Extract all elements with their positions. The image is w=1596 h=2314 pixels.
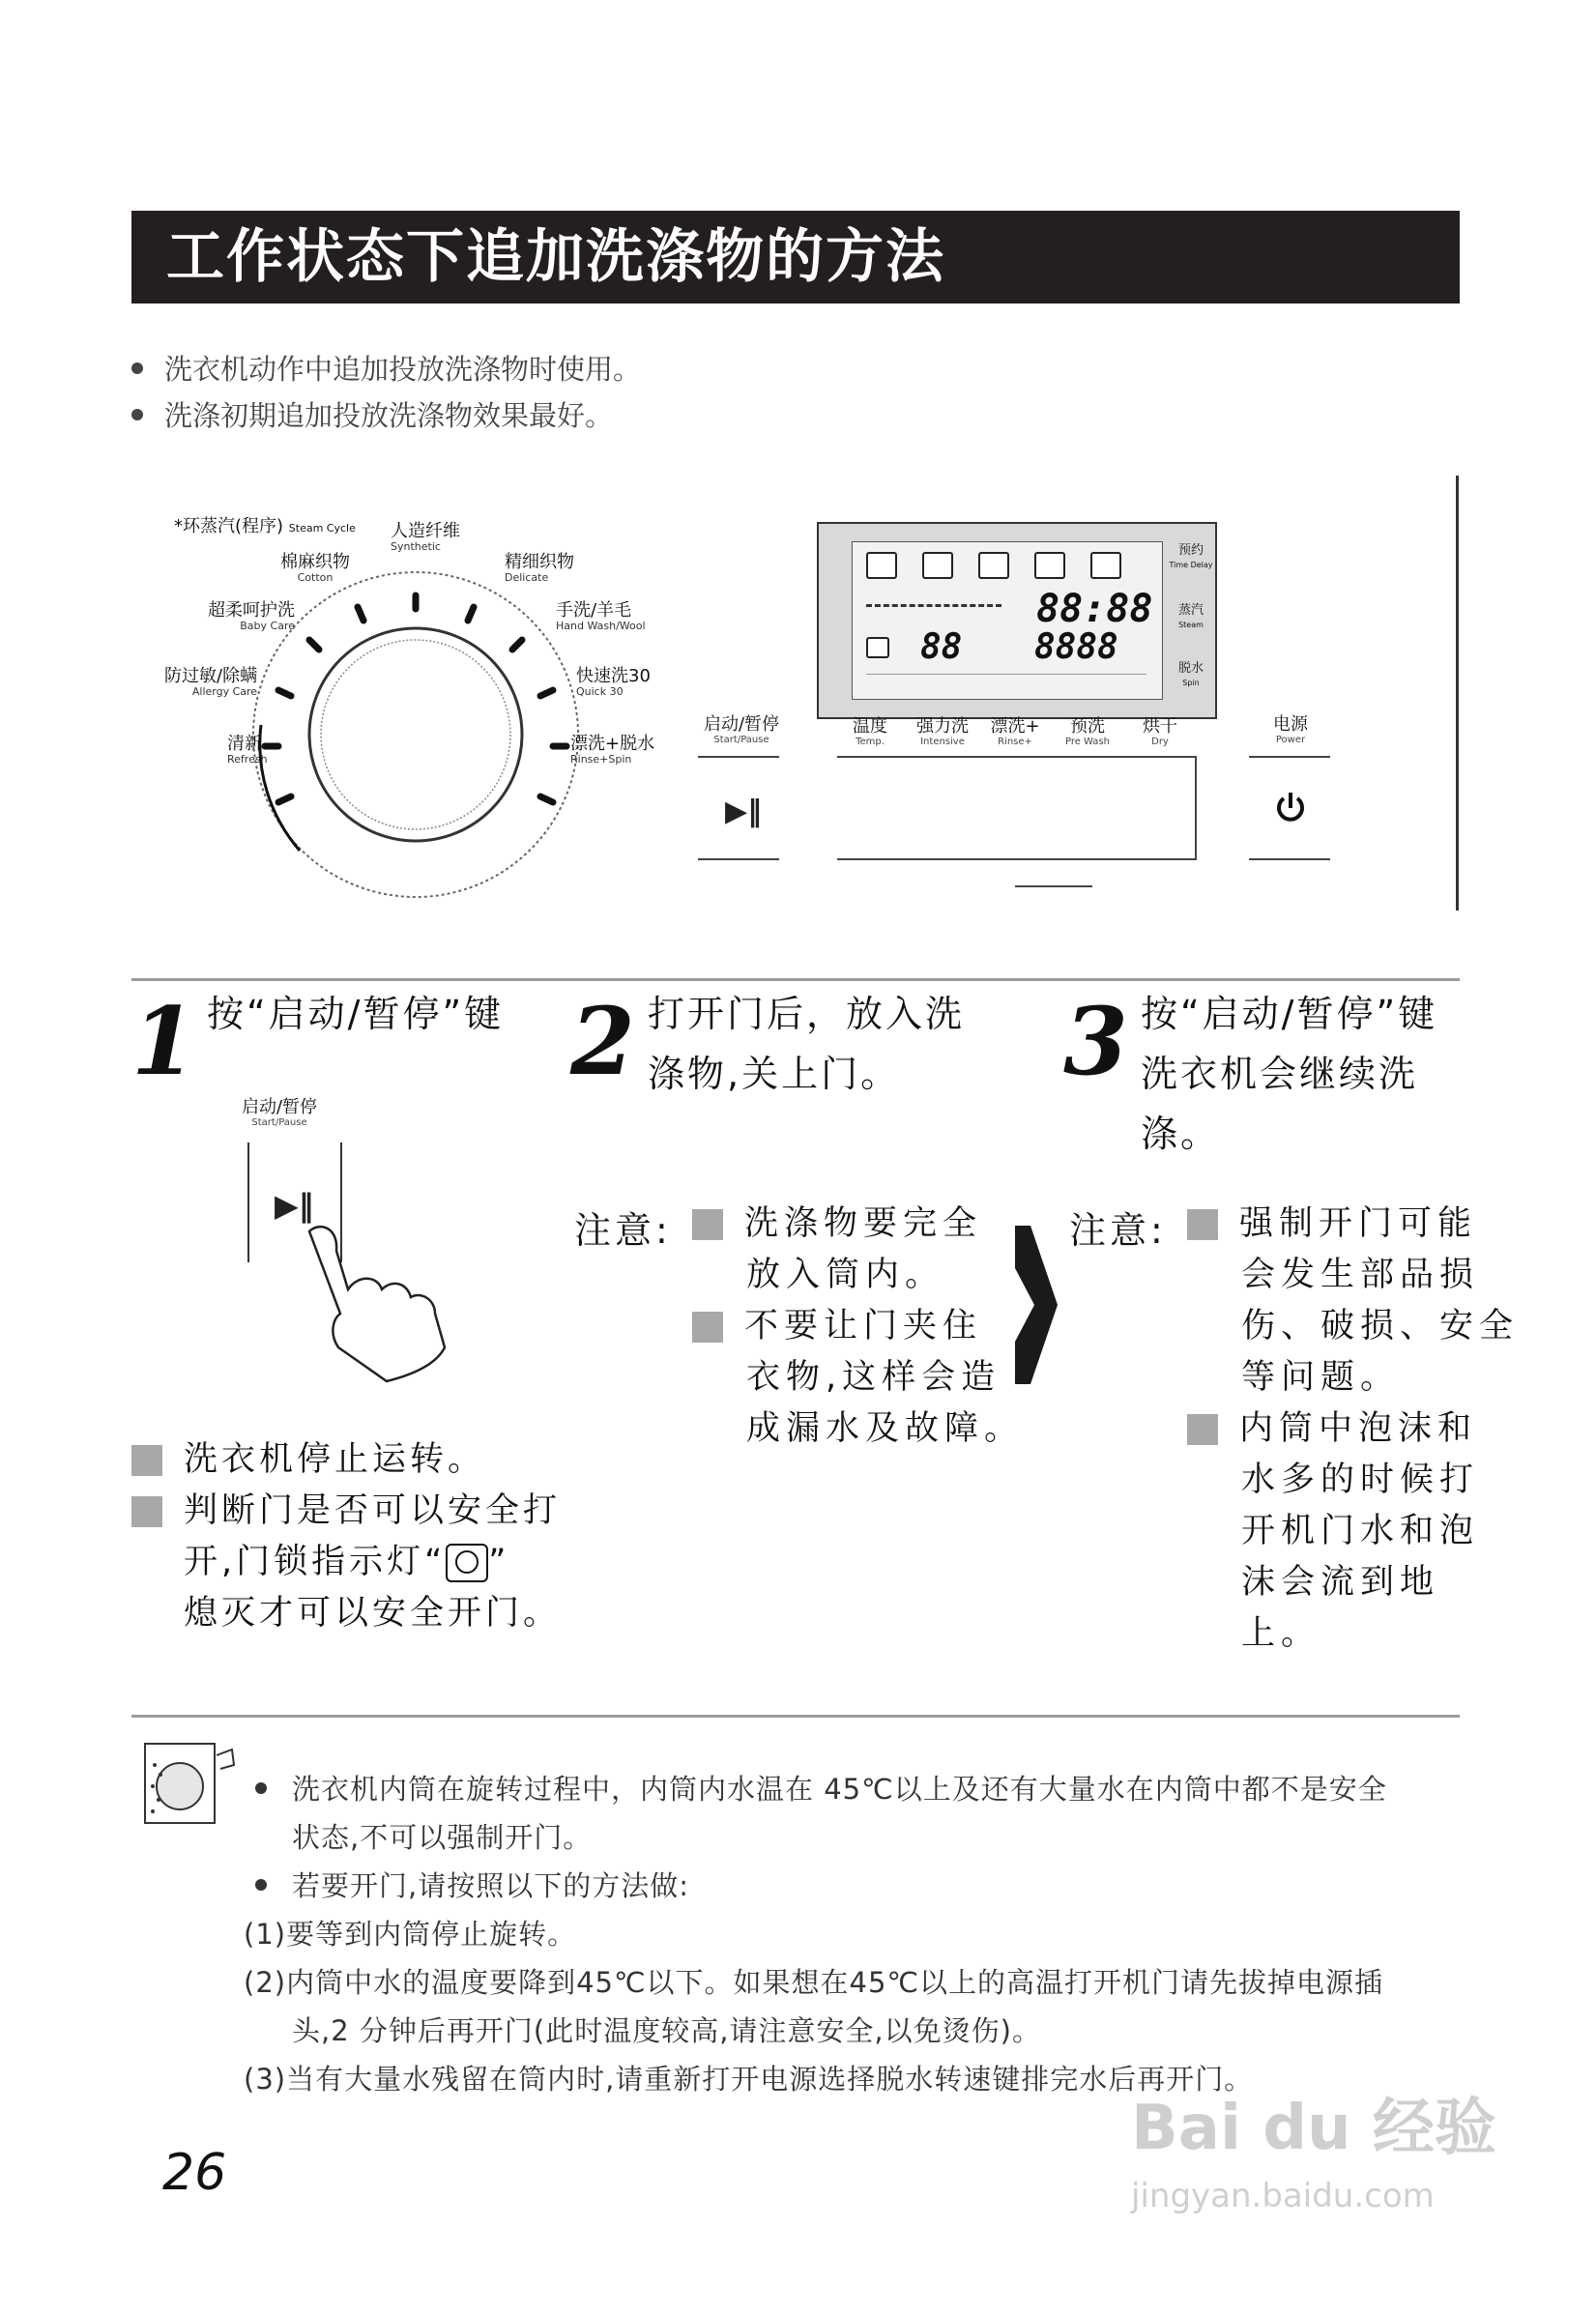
door-lock-icon [446, 1544, 488, 1582]
intro-item-2: 洗涤初期追加投放洗涤物效果最好。 [131, 396, 613, 435]
page-number: 26 [162, 2144, 227, 2202]
dial-label-baby-care: 超柔呵护洗 Baby Care [208, 600, 295, 632]
progress-bar [866, 604, 1001, 607]
bullet-icon [255, 1782, 267, 1794]
step-3-text: 按“启动/暂停”键 洗衣机会继续洗 涤。 [1141, 993, 1438, 1155]
dial-label-allergy-care: 防过敏/除螨 Allergy Care [164, 666, 258, 698]
watermark-url: jingyan.baidu.com [1131, 2177, 1435, 2215]
washing-machine-icon [135, 1736, 242, 1829]
power-button[interactable] [1249, 756, 1330, 860]
step-2-text: 打开门后，放入洗 涤物,关上门。 [648, 993, 966, 1095]
step-1-button-label: 启动/暂停 Start/Pause [241, 1097, 318, 1128]
square-bullet-icon [692, 1312, 723, 1343]
step-2-notes: 洗涤物要完全 放入筒内。 不要让门夹住 衣物,这样会造 成漏水及故障。 [692, 1199, 1024, 1455]
dial-label-quick-30: 快速洗30 Quick 30 [576, 666, 651, 698]
section-title: 工作状态下追加洗涤物的方法 [166, 223, 945, 291]
dial-label-rinse-spin: 漂洗+脱水 Rinse+Spin [570, 734, 655, 766]
bottom-steps: (1)要等到内筒停止旋转。 (2)内筒中水的温度要降到45℃以下。如果想在45℃以上的高温打开机门请先拔掉电源插 头,2 分钟后再开门(此时温度较高,请注意安全,以免烫伤)。 (3)当有大量水残留在筒内时,请重新打开电源选择脱水转速键排完水后再开门。 [244, 1918, 1384, 2096]
square-bullet-icon [1187, 1209, 1218, 1240]
bottom-divider [131, 1715, 1460, 1718]
steps-top-divider [131, 978, 1460, 981]
step-2-number: 2 [570, 987, 635, 1096]
dial-label-refresh: 清新 Refresh [227, 734, 268, 766]
dial-label-steam-cycle: *环蒸汽(程序) Steam Cycle [174, 516, 356, 536]
start-pause-label: 启动/暂停 Start/Pause [703, 714, 780, 745]
watermark-logo: Bai du 经验 [1131, 2093, 1496, 2164]
time-readout: 88:88 [1036, 587, 1153, 631]
intro-item-1: 洗衣机动作中追加投放洗涤物时使用。 [131, 350, 641, 389]
step-2-note-label: 注意: [574, 1209, 672, 1252]
square-bullet-icon [1187, 1414, 1218, 1445]
dial-label-cotton: 棉麻织物 Cotton [280, 552, 350, 584]
pressing-hand-icon [300, 1222, 454, 1386]
time-delay-button[interactable]: 预约 Time Delay [1169, 543, 1213, 569]
play-pause-icon: ▶‖ [275, 1187, 314, 1224]
step-1-text: 按“启动/暂停”键 [207, 993, 505, 1035]
bullet-icon [255, 1879, 267, 1891]
rpm-readout: 8888 [1034, 627, 1118, 667]
bottom-notes: 洗衣机内筒在旋转过程中，内筒内水温在 45℃以上及还有大量水在内筒中都不是安全 状态,不可以强制开门。 若要开门,请按照以下的方法做: [255, 1765, 1387, 1910]
power-icon [1274, 791, 1307, 825]
option-prewash[interactable]: 预洗 Pre Wash [1064, 716, 1110, 747]
baidu-watermark [1131, 2078, 1537, 2300]
lcd-status-icons [866, 674, 1146, 692]
step-1-number: 1 [131, 987, 196, 1096]
square-bullet-icon [131, 1496, 162, 1527]
option-temp[interactable]: 温度 Temp. [853, 716, 887, 747]
lcd-display [817, 522, 1217, 719]
left-note-2: 判断门是否可以安全打 开,门锁指示灯“ ” 熄灭才可以安全开门。 [131, 1486, 561, 1639]
dry-icon [1090, 552, 1121, 579]
power-label: 电源 Power [1273, 714, 1308, 745]
spin-icon [1034, 552, 1065, 579]
rinse-icon [978, 552, 1009, 579]
start-pause-button[interactable] [698, 756, 779, 860]
option-rinse-plus[interactable]: 漂洗+ Rinse+ [990, 716, 1040, 747]
square-bullet-icon [131, 1445, 162, 1476]
dial-label-delicate: 精细织物 Delicate [505, 552, 574, 584]
play-pause-icon: ▶‖ [725, 795, 763, 828]
spin-button[interactable]: 脱水 Spin [1177, 661, 1204, 687]
steam-button[interactable]: 蒸汽 Steam [1177, 603, 1204, 629]
step-3-number: 3 [1063, 987, 1128, 1096]
temperature-readout: 88 [920, 627, 963, 667]
lcd-screen [852, 541, 1163, 700]
option-intensive[interactable]: 强力洗 Intensive [916, 716, 969, 747]
wash-icon [922, 552, 953, 579]
option-button-strip [837, 756, 1197, 860]
dial-label-synthetic: 人造纤维 Synthetic [391, 521, 460, 553]
dial-label-hand-wash: 手洗/羊毛 Hand Wash/Wool [556, 600, 646, 632]
prewash-icon [866, 552, 897, 579]
panel-edge-divider [1456, 476, 1459, 911]
square-bullet-icon [692, 1209, 723, 1240]
next-arrow-icon [1015, 1226, 1058, 1384]
control-panel-illustration [0, 0, 1596, 928]
left-note-1: 洗衣机停止运转。 [131, 1434, 485, 1486]
step-3-notes: 强制开门可能 会发生部品损 伤、破损、安全 等问题。 内筒中泡沫和 水多的时候打 开机门水和泡 沫会流到地 上。 [1187, 1199, 1519, 1660]
option-dry[interactable]: 烘干 Dry [1143, 716, 1177, 747]
step-3-note-label: 注意: [1069, 1209, 1167, 1252]
door-lock-icon [866, 637, 889, 658]
child-lock-mark [1015, 870, 1092, 887]
